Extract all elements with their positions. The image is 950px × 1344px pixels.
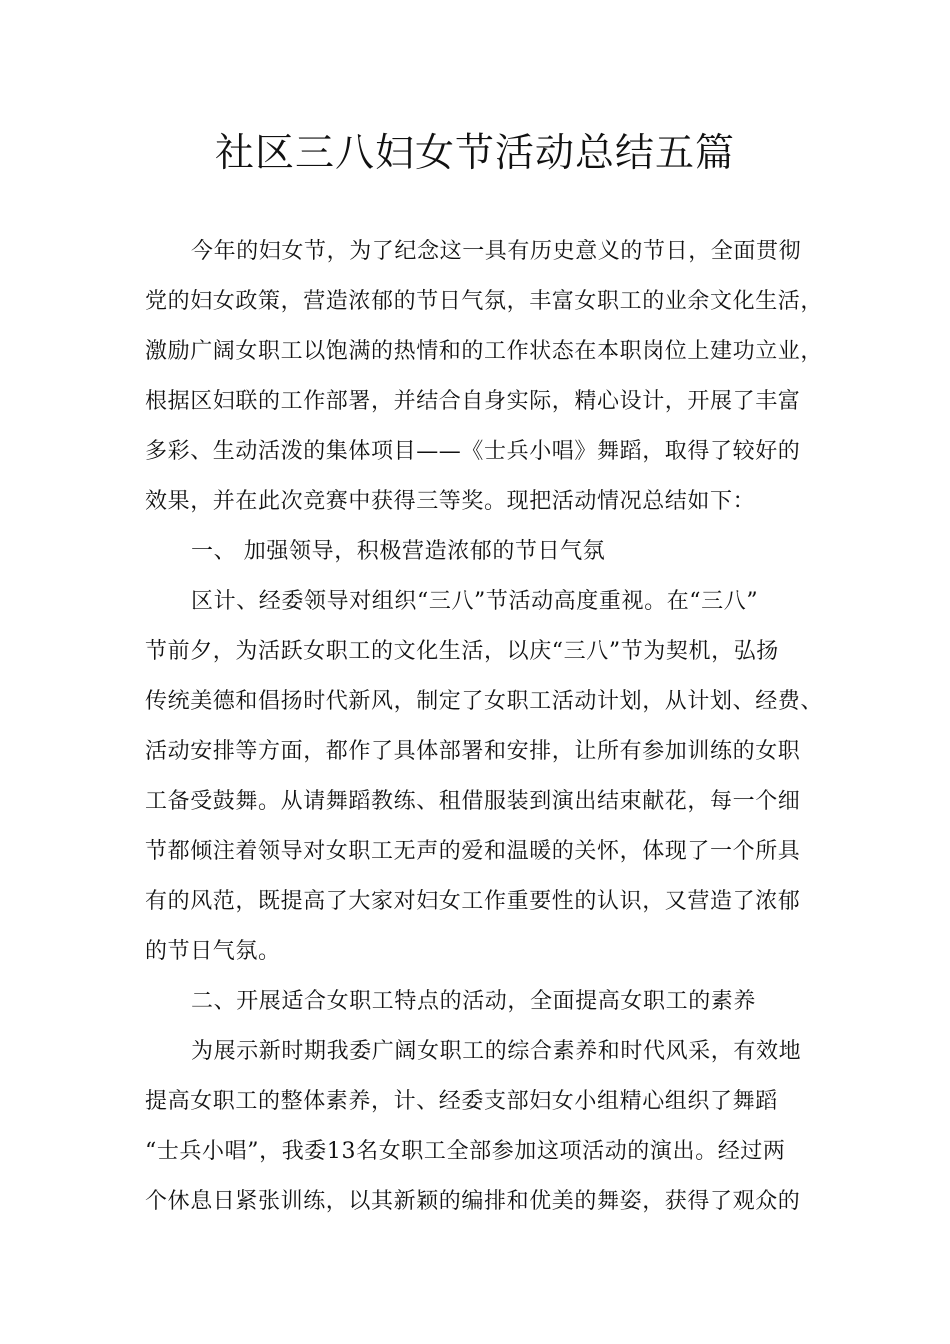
paragraph-line: 今年的妇女节，为了纪念这一具有历史意义的节日，全面贯彻: [191, 239, 802, 264]
paragraph-line: 党的妇女政策，营造浓郁的节日气氛，丰富女职工的业余文化生活，: [145, 289, 824, 314]
paragraph-line: 根据区妇联的工作部署，并结合自身实际，精心设计，开展了丰富: [145, 389, 801, 414]
paragraph-line: 为展示新时期我委广阔女职工的综合素养和时代风采，有效地: [191, 1039, 802, 1064]
paragraph-line: “士兵小唱”，我委13名女职工全部参加这项活动的演出。经过两: [145, 1139, 786, 1164]
paragraph-line: 工备受鼓舞。从请舞蹈教练、租借服装到演出结束献花，每一个细: [145, 789, 801, 814]
paragraph-line: 个休息日紧张训练，以其新颖的编排和优美的舞姿，获得了观众的: [145, 1189, 801, 1214]
paragraph-line: 提高女职工的整体素养，计、经委支部妇女小组精心组织了舞蹈: [145, 1089, 778, 1114]
paragraph-line: 有的风范，既提高了大家对妇女工作重要性的认识，又营造了浓郁: [145, 889, 801, 914]
paragraph-line: 传统美德和倡扬时代新风，制定了女职工活动计划，从计划、经费、: [145, 689, 824, 714]
paragraph-line: 多彩、生动活泼的集体项目——《士兵小唱》舞蹈，取得了较好的: [145, 439, 801, 464]
paragraph-line: 活动安排等方面，都作了具体部署和安排，让所有参加训练的女职: [145, 739, 801, 764]
paragraph-line: 效果，并在此次竞赛中获得三等奖。现把活动情况总结如下：: [145, 489, 756, 514]
paragraph-line: 激励广阔女职工以饱满的热情和的工作状态在本职岗位上建功立业，: [145, 339, 824, 364]
paragraph-line: 的节日气氛。: [145, 939, 281, 964]
section-heading: 一、 加强领导，积极营造浓郁的节日气氛: [191, 539, 606, 564]
paragraph-line: 区计、经委领导对组织“三八”节活动高度重视。在“三八”: [191, 589, 759, 614]
document-title: 社区三八妇女节活动总结五篇: [214, 131, 735, 176]
paragraph-line: 节前夕，为活跃女职工的文化生活，以庆“三八”节为契机，弘扬: [145, 639, 779, 664]
paragraph-line: 节都倾注着领导对女职工无声的爱和温暖的关怀，体现了一个所具: [145, 839, 801, 864]
section-heading: 二、开展适合女职工特点的活动，全面提高女职工的素养: [191, 989, 757, 1014]
